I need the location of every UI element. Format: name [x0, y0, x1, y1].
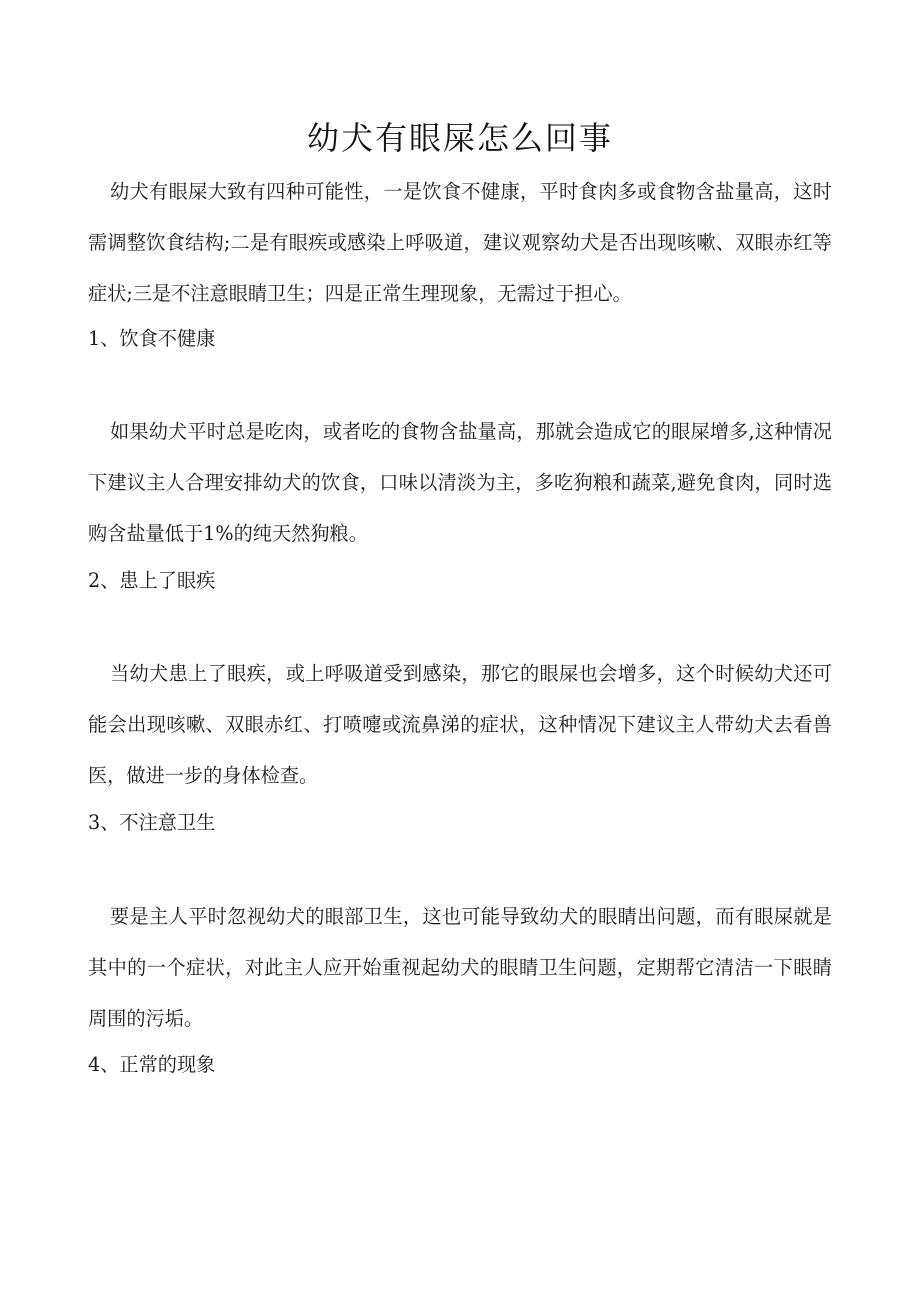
section-body-2: 当幼犬患上了眼疾，或上呼吸道受到感染，那它的眼屎也会增多，这个时候幼犬还可能会出现咳嗽、双眼赤红、打喷嚏或流鼻涕的症状，这种情况下建议主人带幼犬去看兽医，做进一步的身体检查。: [88, 662, 832, 787]
section-body-3: 要是主人平时忽视幼犬的眼部卫生，这也可能导致幼犬的眼睛出问题，而有眼屎就是其中的一个症状，对此主人应开始重视起幼犬的眼睛卫生问题，定期帮它清洁一下眼睛周围的污垢。: [88, 905, 832, 1030]
page-title: 幼犬有眼屎怎么回事: [306, 119, 613, 157]
section-heading-4: 4、正常的现象: [88, 1053, 216, 1076]
section-heading-1: 1、饮食不健康: [88, 327, 216, 350]
section-heading-2: 2、患上了眼疾: [88, 569, 216, 592]
intro-paragraph: 幼犬有眼屎大致有四种可能性，一是饮食不健康，平时食肉多或食物含盐量高，这时需调整饮食结构;二是有眼疾或感染上呼吸道，建议观察幼犬是否出现咳嗽、双眼赤红等症状;三是不注意眼睛卫生；四是正常生理现象，无需过于担心。: [88, 180, 832, 305]
section-heading-3: 3、不注意卫生: [88, 811, 216, 834]
section-body-1: 如果幼犬平时总是吃肉，或者吃的食物含盐量高，那就会造成它的眼屎增多,这种情况下建议主人合理安排幼犬的饮食，口味以清淡为主，多吃狗粮和蔬菜,避免食肉，同时选购含盐量低于1%的纯天然狗粮。: [88, 420, 832, 545]
